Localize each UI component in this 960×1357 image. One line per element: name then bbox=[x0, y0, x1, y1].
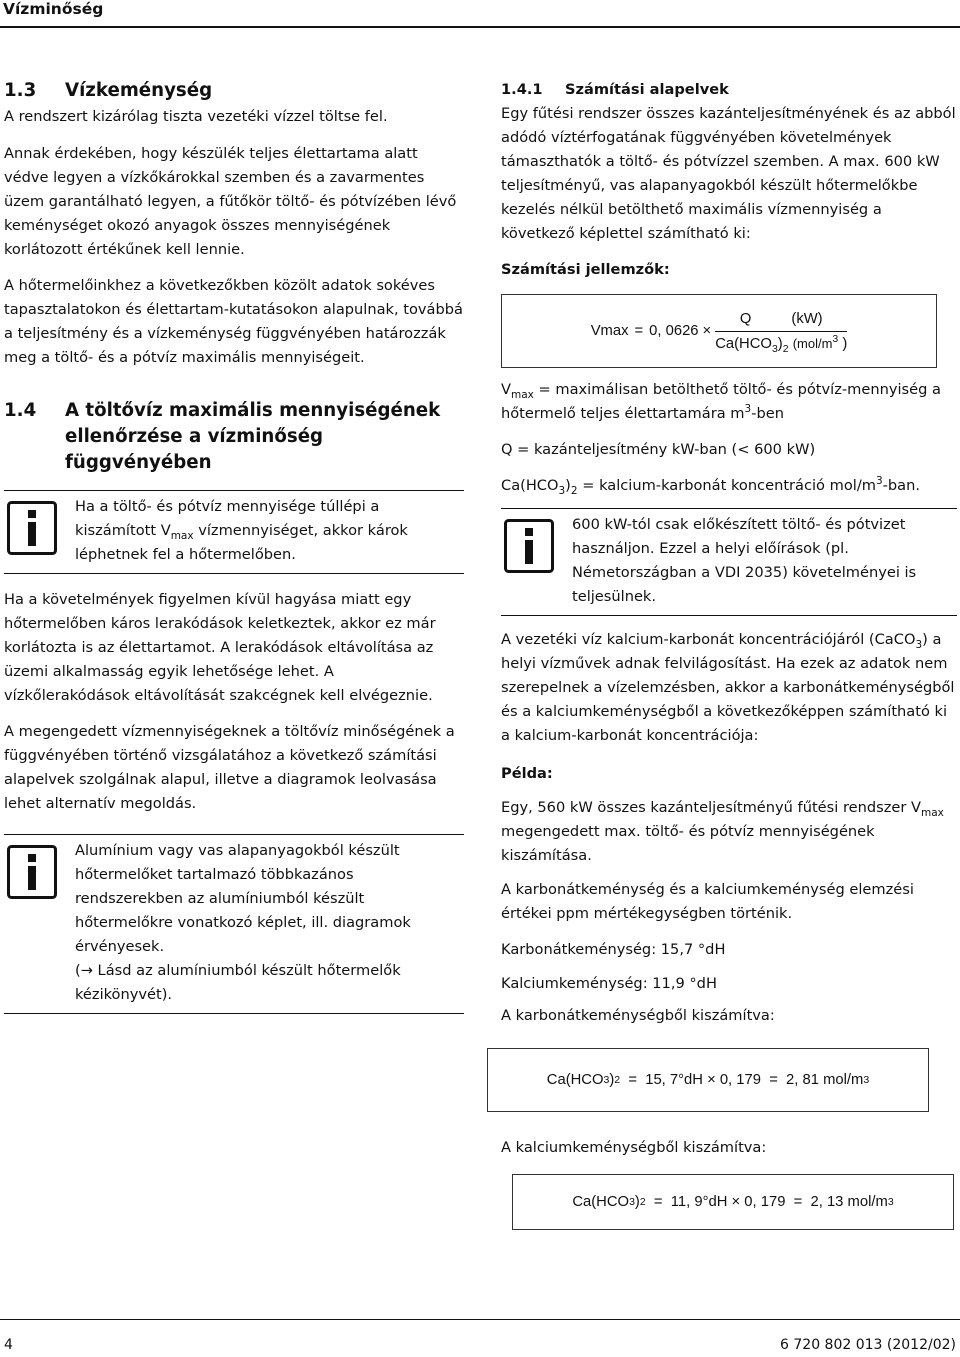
subheading: Példa: bbox=[501, 765, 553, 782]
paragraph: A kalciumkeménységből kiszámítva: bbox=[501, 1139, 767, 1156]
section-title: Vízkeménység bbox=[65, 80, 213, 101]
numerator-unit: (kW) bbox=[791, 310, 823, 327]
fraction-numerator bbox=[740, 307, 823, 331]
paragraph: Egy fűtési rendszer összes kazánteljesítményének és az abból adódó víztérfogatának függvényében követelmények támaszthatók a töltő- és pótvízzel szemben. A max. 600 kW teljesítményű, vas alapanyagokból készült hőtermelőkbe kezelés nélkül betölthető maximális vízmennyiség a következő képlettel számítható ki: bbox=[501, 105, 956, 242]
subscript: 2 bbox=[570, 484, 578, 497]
section-1-4-1-heading bbox=[501, 78, 957, 102]
text-part: V bbox=[501, 381, 511, 398]
paragraph bbox=[501, 628, 957, 748]
formula-text: ) bbox=[609, 1072, 615, 1088]
text-part: -ban. bbox=[882, 477, 921, 494]
text-part: Egy, 560 kW összes kazánteljesítményű fűtési rendszer V bbox=[501, 799, 921, 816]
paragraph: Annak érdekében, hogy készülék teljes élettartama alatt védve legyen a vízkőkárokkal szemben és a zavarmentes üzem garantálható legyen, a fűtőkör töltő- és pótvízében lévő keménységet okozó anyagok összes mennyiségének korlátozott értékűnek kell lennie. bbox=[4, 145, 457, 258]
subscript: 3 bbox=[558, 484, 566, 497]
subscript: 2 bbox=[782, 342, 789, 355]
paragraph: A hőtermelőinkhez a következőkben közölt adatok sokéves tapasztalatokon és élettartam-kutatásokon alapulnak, továbbá a teljesítmény és a vízkeménység függvényében határozzák meg a töltő- és a pótvíz maximális mennyiségeit. bbox=[4, 277, 463, 366]
section-number: 1.3 bbox=[4, 80, 37, 101]
den-unit: ) bbox=[838, 335, 848, 352]
text-part: A vezetéki víz kalcium-karbonát koncentrációjáról (CaCO bbox=[501, 631, 916, 648]
formula-times: × bbox=[702, 323, 712, 339]
paragraph: Kalciumkeménység: 11,9 °dH bbox=[501, 975, 717, 992]
fraction-denominator bbox=[715, 332, 847, 356]
paragraph: A rendszert kizárólag tiszta vezetéki vízzel töltse fel. bbox=[4, 108, 388, 125]
section-title: A töltővíz maximális mennyiségének ellenőrzése a vízminőség függvényében bbox=[65, 400, 441, 473]
formula-carbonate: Ca(HCO 3 ) 2 = 15, 7°dH × 0, 179 = 2, 81 mol/m 3 bbox=[487, 1048, 929, 1112]
right-column bbox=[501, 78, 957, 1230]
definition-vmax bbox=[501, 378, 957, 426]
formula-coefficient: 0, 0626 bbox=[649, 323, 699, 339]
definition-q: Q = kazánteljesítmény kW-ban (< 600 kW) bbox=[501, 441, 816, 458]
section-number: 1.4.1 bbox=[501, 81, 543, 98]
formula-vmax bbox=[501, 294, 937, 368]
text-part: megengedett max. töltő- és pótvíz mennyiségének kiszámítása. bbox=[501, 823, 875, 864]
superscript: 3 bbox=[832, 332, 839, 345]
text-part: ) bbox=[565, 477, 571, 494]
section-title: Számítási alapelvek bbox=[565, 81, 729, 98]
den-text: ) bbox=[777, 335, 783, 352]
den-unit: (mol/m bbox=[792, 335, 833, 351]
note-text-part: (→ Lásd az alumíniumból készült hőtermelők kézikönyvét). bbox=[75, 962, 401, 1003]
definition-caco3 bbox=[501, 474, 957, 498]
subheading: Számítási jellemzők: bbox=[501, 261, 670, 278]
formula-text: Ca(HCO bbox=[546, 1072, 604, 1088]
paragraph: Karbonátkeménység: 15,7 °dH bbox=[501, 941, 726, 958]
left-column bbox=[4, 78, 464, 1014]
subscript: max bbox=[170, 529, 194, 542]
page-header-title: Vízminőség bbox=[3, 0, 104, 18]
section-number: 1.4 bbox=[4, 400, 37, 421]
info-note-text bbox=[75, 839, 464, 1007]
numerator-q: Q bbox=[739, 310, 752, 327]
formula-text: = 15, 7°dH × 0, 179 = 2, 81 mol/m bbox=[620, 1072, 864, 1088]
paragraph: A karbonátkeménység és a kalciumkeménység elemzési értékei ppm mértékegységben történik. bbox=[501, 881, 914, 922]
info-note-text: 600 kW-tól csak előkészített töltő- és pótvizet használjon. Ezzel a helyi előírások (pl. Németországban a VDI 2035) követelményei is teljesülnek. bbox=[572, 516, 917, 605]
note-text-part: Ha a töltő- és pótvíz mennyisége túllépi a kiszámított V bbox=[75, 498, 380, 539]
info-note bbox=[501, 508, 957, 616]
info-icon bbox=[504, 519, 554, 609]
subscript: max bbox=[920, 806, 944, 819]
formula-fraction bbox=[715, 307, 847, 356]
paragraph: A megengedett vízmennyiségeknek a töltővíz minőségének a függvényében történő vizsgálatához a következő számítási alapelvek szolgálnak alapul, illetve a diagramok leolvasása lehet alternatív megoldás. bbox=[4, 723, 455, 812]
info-icon bbox=[7, 501, 57, 567]
text-part: = kalcium-karbonát koncentráció mol/m bbox=[577, 477, 876, 494]
subscript: max bbox=[510, 388, 534, 401]
text-part: Ca(HCO bbox=[501, 477, 559, 494]
note-text-part: vízmennyiséget, akkor károk léphetnek fel a hőtermelőben. bbox=[75, 522, 408, 563]
paragraph: A karbonátkeménységből kiszámítva: bbox=[501, 1007, 775, 1024]
paragraph bbox=[501, 796, 957, 868]
formula-text: ) bbox=[634, 1194, 640, 1210]
formula-lhs: Vmax bbox=[590, 323, 629, 339]
header-rule bbox=[0, 26, 960, 28]
subscript: 3 bbox=[915, 638, 923, 651]
subscript: 3 bbox=[771, 342, 778, 355]
text-part: = maximálisan betölthető töltő- és pótvíz-mennyiség a hőtermelő teljes élettartamára m bbox=[501, 381, 941, 422]
page-number: 4 bbox=[4, 1337, 13, 1353]
formula-text: = 11, 9°dH × 0, 179 = 2, 13 mol/m bbox=[645, 1194, 888, 1210]
superscript: 3 bbox=[875, 475, 883, 488]
section-1-4-heading bbox=[4, 398, 464, 476]
info-icon bbox=[7, 845, 57, 1007]
formula-eq: = bbox=[634, 323, 644, 339]
paragraph: Ha a követelmények figyelmen kívül hagyása miatt egy hőtermelőben káros lerakódások keletkeztek, akkor ez már korlátozta is az élettartamot. A lerakódások eltávolítása az üzemi alkalmasság egyik lehetősége lehet. A vízkőlerakódások eltávolítását szakcégnek kell elvégeznie. bbox=[4, 591, 436, 704]
note-text-part: Alumínium vagy vas alapanyagokból készült hőtermelőket tartalmazó többkazános rendszerekben az alumíniumból készült hőtermelőkre vonatkozó képlet, ill. diagramok érvényesek. bbox=[75, 842, 411, 955]
document-number: 6 720 802 013 (2012/02) bbox=[780, 1337, 956, 1353]
info-note bbox=[4, 490, 464, 574]
text-part: -ben bbox=[751, 405, 784, 422]
den-text: Ca(HCO bbox=[715, 335, 772, 352]
info-note-text bbox=[75, 495, 464, 567]
section-1-3-heading bbox=[4, 78, 464, 104]
info-note bbox=[4, 834, 464, 1014]
formula-text: Ca(HCO bbox=[572, 1194, 630, 1210]
text-part: ) a helyi vízművek adnak felvilágosítást. Ha ezek az adatok nem szerepelnek a vízelemzésben, akkor a karbonátkeménységből és a kalciumkeménységből a következőképpen számítható ki a kalcium-karbonát koncentrációja: bbox=[501, 631, 955, 744]
superscript: 3 bbox=[744, 403, 752, 416]
footer-rule bbox=[0, 1319, 960, 1320]
formula-calcium: Ca(HCO 3 ) 2 = 11, 9°dH × 0, 179 = 2, 13 mol/m 3 bbox=[512, 1174, 954, 1230]
